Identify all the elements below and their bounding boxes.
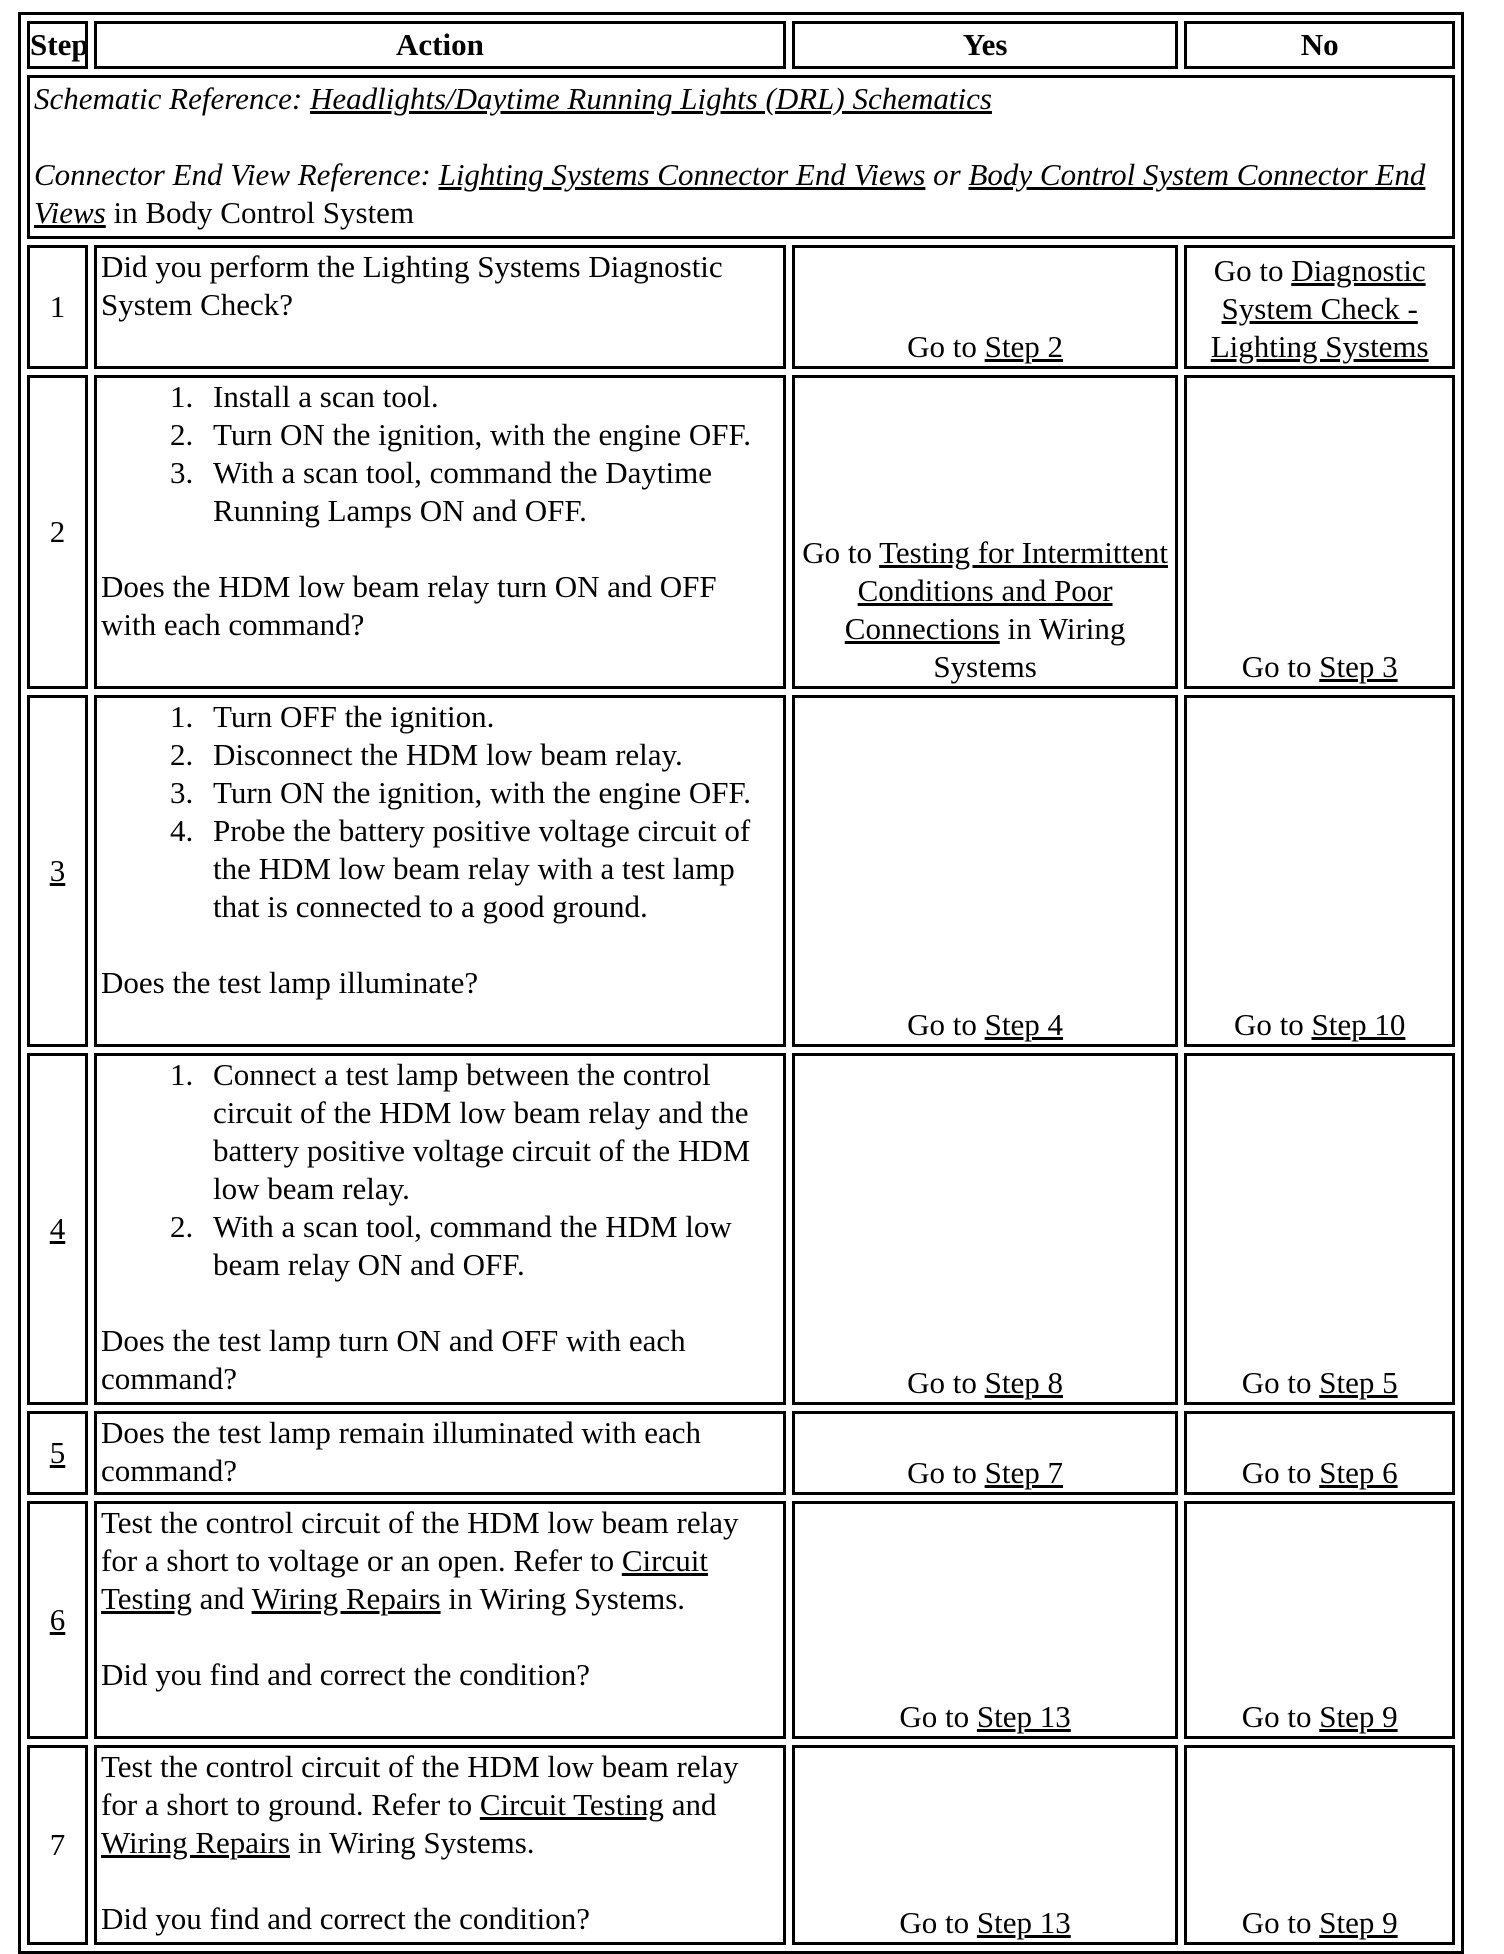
yes-link[interactable]: Step 8 bbox=[984, 1365, 1064, 1400]
schematic-reference-link[interactable]: Headlights/Daytime Running Lights (DRL) Schematics bbox=[309, 81, 992, 116]
no-cell bbox=[1184, 695, 1455, 1047]
step-number: 2 bbox=[27, 375, 88, 689]
no-cell bbox=[1184, 1501, 1455, 1739]
no-cell bbox=[1184, 1745, 1455, 1945]
wiring-repairs-link[interactable]: Wiring Repairs bbox=[251, 1581, 441, 1616]
yes-prefix: Go to bbox=[802, 535, 880, 570]
table-row bbox=[27, 1411, 1455, 1495]
step-number[interactable]: 3 bbox=[27, 695, 88, 1047]
wiring-repairs-link[interactable]: Wiring Repairs bbox=[101, 1825, 291, 1860]
action-question: Does the test lamp remain illuminated with each command? bbox=[101, 1415, 702, 1488]
list-item: 2. Turn ON the ignition, with the engine OFF. bbox=[201, 416, 779, 454]
no-cell bbox=[1184, 245, 1455, 369]
connector-or-text: or bbox=[925, 157, 969, 192]
yes-prefix: Go to bbox=[907, 329, 985, 364]
instruction-list bbox=[101, 378, 779, 530]
no-link[interactable]: Diagnostic System Check - Lighting Systems bbox=[1210, 253, 1429, 364]
action-text-and: and bbox=[191, 1581, 252, 1616]
yes-cell bbox=[792, 1053, 1179, 1405]
action-cell bbox=[94, 695, 786, 1047]
step-number: 7 bbox=[27, 1745, 88, 1945]
yes-link[interactable]: Step 2 bbox=[984, 329, 1064, 364]
no-link[interactable]: Step 3 bbox=[1319, 649, 1398, 684]
header-action: Action bbox=[94, 21, 786, 69]
action-question: Did you find and correct the condition? bbox=[101, 1901, 590, 1936]
table-row bbox=[27, 1053, 1455, 1405]
action-question: Does the test lamp turn ON and OFF with each command? bbox=[101, 1323, 686, 1396]
yes-prefix: Go to bbox=[907, 1007, 985, 1042]
instruction-list bbox=[101, 1056, 779, 1284]
list-item: 3. Turn ON the ignition, with the engine OFF. bbox=[201, 774, 779, 812]
table-row bbox=[27, 695, 1455, 1047]
circuit-testing-link[interactable]: Circuit Testing bbox=[479, 1787, 664, 1822]
action-cell bbox=[94, 1501, 786, 1739]
connector-suffix-text: in Body Control System bbox=[105, 195, 415, 230]
header-row bbox=[27, 21, 1455, 69]
schematic-reference-label: Schematic Reference: bbox=[34, 81, 310, 116]
yes-cell bbox=[792, 245, 1179, 369]
action-question: Does the HDM low beam relay turn ON and OFF with each command? bbox=[101, 569, 717, 642]
reference-row bbox=[27, 75, 1455, 239]
action-text-and: and bbox=[663, 1787, 717, 1822]
action-text-suffix: in Wiring Systems. bbox=[290, 1825, 535, 1860]
action-text: Test the control circuit of the HDM low beam relay for a short to voltage or an open. Refer to bbox=[101, 1505, 739, 1578]
list-item: 2. With a scan tool, command the HDM low beam relay ON and OFF. bbox=[201, 1208, 779, 1284]
no-link[interactable]: Step 9 bbox=[1319, 1699, 1398, 1734]
no-prefix: Go to bbox=[1241, 1365, 1320, 1400]
yes-cell bbox=[792, 695, 1179, 1047]
no-prefix: Go to bbox=[1241, 1699, 1320, 1734]
reference-cell bbox=[27, 75, 1455, 239]
table-row bbox=[27, 375, 1455, 689]
no-prefix: Go to bbox=[1241, 1455, 1320, 1490]
table-row bbox=[27, 1745, 1455, 1945]
yes-prefix: Go to bbox=[907, 1455, 985, 1490]
instruction-list bbox=[101, 698, 779, 926]
no-prefix: Go to bbox=[1241, 1905, 1320, 1940]
no-prefix: Go to bbox=[1241, 649, 1320, 684]
list-item: 1. Connect a test lamp between the control circuit of the HDM low beam relay and the battery positive voltage circuit of the HDM low beam relay. bbox=[201, 1056, 779, 1208]
step-number[interactable]: 4 bbox=[27, 1053, 88, 1405]
list-item: 2. Disconnect the HDM low beam relay. bbox=[201, 736, 779, 774]
list-item: 4. Probe the battery positive voltage circuit of the HDM low beam relay with a test lamp that is connected to a good ground. bbox=[201, 812, 779, 926]
action-question: Does the test lamp illuminate? bbox=[101, 965, 479, 1000]
no-cell bbox=[1184, 1053, 1455, 1405]
action-question: Did you perform the Lighting Systems Diagnostic System Check? bbox=[101, 249, 723, 322]
yes-cell bbox=[792, 1411, 1179, 1495]
no-link[interactable]: Step 6 bbox=[1319, 1455, 1398, 1490]
step-number: 1 bbox=[27, 245, 88, 369]
list-item: 3. With a scan tool, command the Daytime Running Lamps ON and OFF. bbox=[201, 454, 779, 530]
yes-link[interactable]: Step 13 bbox=[976, 1699, 1071, 1734]
yes-prefix: Go to bbox=[907, 1365, 985, 1400]
action-text: Test the control circuit of the HDM low beam relay for a short to ground. Refer to bbox=[101, 1749, 739, 1822]
action-question: Did you find and correct the condition? bbox=[101, 1657, 590, 1692]
list-item: 1. Turn OFF the ignition. bbox=[201, 698, 779, 736]
action-cell bbox=[94, 1411, 786, 1495]
step-number[interactable]: 6 bbox=[27, 1501, 88, 1739]
yes-suffix: in Wiring Systems bbox=[933, 611, 1126, 684]
action-cell bbox=[94, 1745, 786, 1945]
diagnostic-table bbox=[18, 12, 1464, 1954]
header-no: No bbox=[1184, 21, 1455, 69]
action-cell bbox=[94, 245, 786, 369]
step-number[interactable]: 5 bbox=[27, 1411, 88, 1495]
connector-reference-label: Connector End View Reference: bbox=[34, 157, 439, 192]
yes-link[interactable]: Step 4 bbox=[984, 1007, 1064, 1042]
no-prefix: Go to bbox=[1234, 1007, 1312, 1042]
action-cell bbox=[94, 1053, 786, 1405]
no-cell bbox=[1184, 375, 1455, 689]
yes-cell bbox=[792, 375, 1179, 689]
table-row bbox=[27, 1501, 1455, 1739]
header-step: Step bbox=[27, 21, 88, 69]
no-link[interactable]: Step 9 bbox=[1319, 1905, 1398, 1940]
body-control-connector-link[interactable]: Body Control System Connector End Views bbox=[34, 157, 1426, 230]
table-row bbox=[27, 245, 1455, 369]
circuit-testing-link[interactable]: Circuit Testing bbox=[101, 1543, 708, 1616]
no-link[interactable]: Step 5 bbox=[1319, 1365, 1398, 1400]
yes-cell bbox=[792, 1745, 1179, 1945]
no-link[interactable]: Step 10 bbox=[1311, 1007, 1406, 1042]
diagnostic-page bbox=[18, 12, 1464, 1954]
yes-link[interactable]: Step 7 bbox=[984, 1455, 1064, 1490]
action-cell bbox=[94, 375, 786, 689]
yes-link[interactable]: Testing for Intermittent Conditions and Poor Connections bbox=[844, 535, 1168, 646]
no-cell bbox=[1184, 1411, 1455, 1495]
header-yes: Yes bbox=[792, 21, 1179, 69]
no-prefix: Go to bbox=[1213, 253, 1292, 288]
yes-prefix: Go to bbox=[899, 1699, 977, 1734]
yes-prefix: Go to bbox=[899, 1905, 977, 1940]
yes-link[interactable]: Step 13 bbox=[976, 1905, 1071, 1940]
list-item: 1. Install a scan tool. bbox=[201, 378, 779, 416]
action-text-suffix: in Wiring Systems. bbox=[440, 1581, 686, 1616]
lighting-connector-link[interactable]: Lighting Systems Connector End Views bbox=[438, 157, 926, 192]
yes-cell bbox=[792, 1501, 1179, 1739]
